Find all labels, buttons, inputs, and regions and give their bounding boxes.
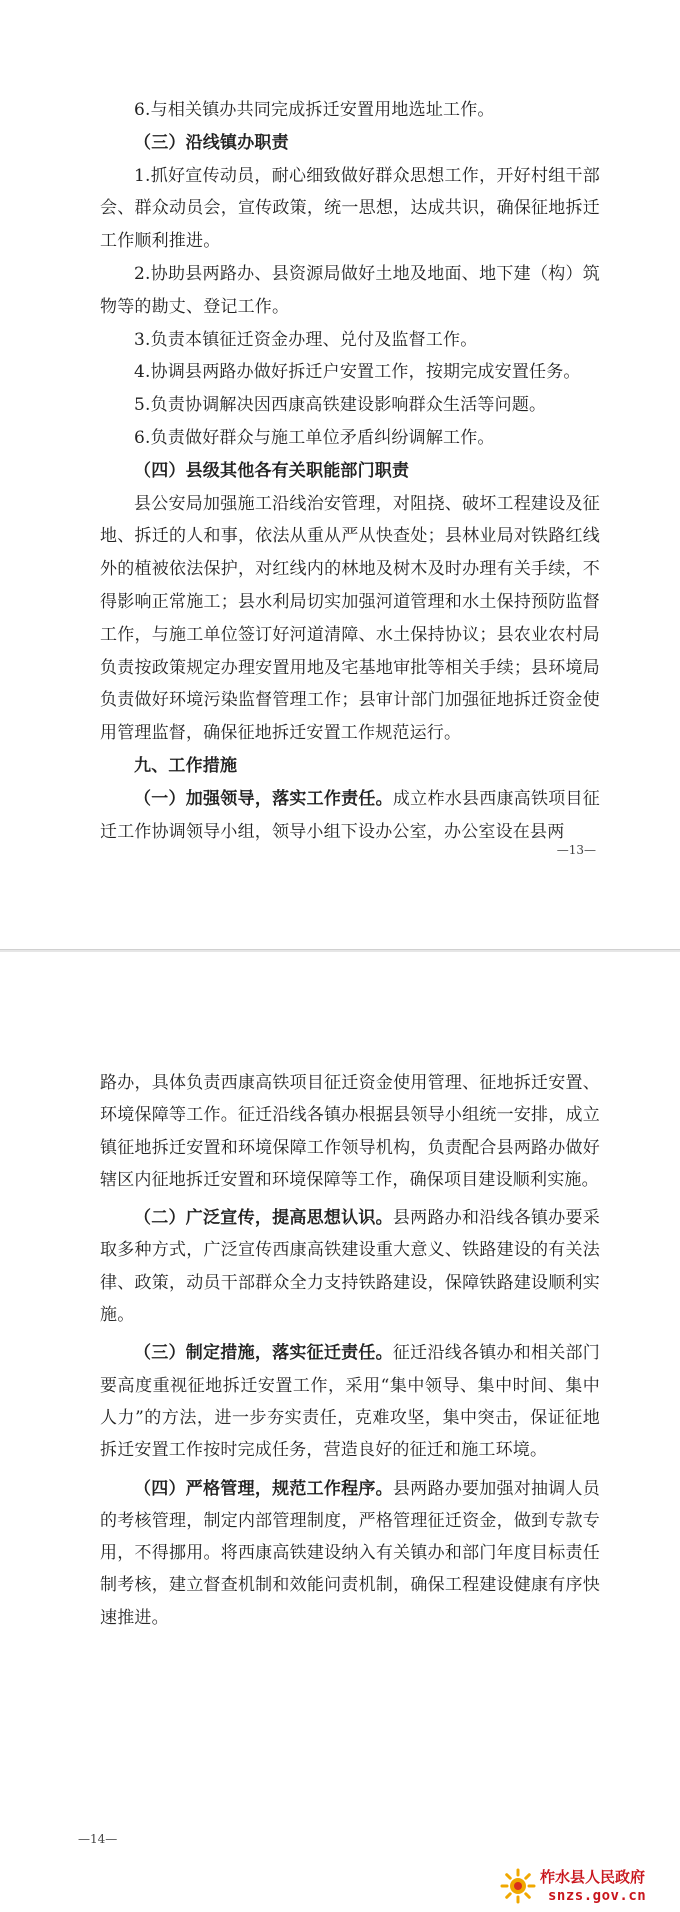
paragraph-text: 县两路办和沿线各镇办要采取多种方式，广泛宣传西康高铁建设重大意义、铁路建设的有关法律、政策，动员干部群众全力支持铁路建设，保障铁路建设顺利实施。	[100, 1208, 600, 1326]
paragraph-lead: （一）加强领导，落实工作责任。	[134, 788, 393, 809]
paragraph-lead: （二）广泛宣传，提高思想认识。	[134, 1208, 393, 1229]
sun-logo-icon	[500, 1868, 536, 1904]
paragraph	[100, 783, 600, 849]
document-page-14	[0, 952, 680, 1912]
paragraph	[100, 1202, 600, 1331]
document-page-13	[0, 0, 680, 950]
page-14-body	[100, 1067, 600, 1634]
paragraph: 2.协助县两路办、县资源局做好土地及地面、地下建（构）筑物等的勘丈、登记工作。	[100, 263, 600, 317]
paragraph: 县公安局加强施工沿线治安管理，对阻挠、破坏工程建设及征地、拆迁的人和事，依法从重从严从快查处；县林业局对铁路红线外的植被依法保护，对红线内的林地及树木及时办理有关手续，不得影响正常施工；县水利局切实加强河道管理和水土保持预防监督工作，与施工单位签订好河道清障、水土保持协议；县农业农村局负责按政策规定办理安置用地及宅基地审批等相关手续；县环境局负责做好环境污染监督管理工作；县审计部门加强征地拆迁资金使用管理监督，确保征地拆迁安置工作规范运行。	[100, 493, 600, 744]
paragraph-text: 征迁沿线各镇办和相关部门要高度重视征地拆迁安置工作，采用“集中领导、集中时间、集中人力”的方法，进一步夯实责任，克难攻坚，集中突击，保证征地拆迁安置工作按时完成任务，营造良好的征迁和施工环境。	[100, 1343, 600, 1461]
page-number: —14—	[78, 1832, 118, 1846]
site-name: 柞水县人民政府	[540, 1868, 646, 1886]
paragraph	[100, 1337, 600, 1466]
paragraph	[100, 1473, 600, 1634]
page-number: —13—	[556, 843, 596, 857]
chapter-heading: 九、工作措施	[134, 755, 238, 776]
paragraph: 4.协调县两路办做好拆迁户安置工作，按期完成安置任务。	[134, 362, 581, 383]
paragraph-text: 成立柞水县西康高铁项目征迁工作协调领导小组，领导小组下设办公室，办公室设在县两	[100, 788, 600, 842]
section-heading: （三）沿线镇办职责	[134, 132, 289, 153]
paragraph-text: 县两路办要加强对抽调人员的考核管理，制定内部管理制度，严格管理征迁资金，做到专款专用，不得挪用。将西康高铁建设纳入有关镇办和部门年度目标责任制考核，建立督查机制和效能问责机制，确保工程建设健康有序快速推进。	[100, 1478, 600, 1628]
paragraph-lead: （三）制定措施，落实征迁责任。	[134, 1343, 393, 1364]
paragraph: 1.抓好宣传动员，耐心细致做好群众思想工作，开好村组干部会、群众动员会，宣传政策，统一思想，达成共识，确保征地拆迁工作顺利推进。	[100, 165, 600, 252]
paragraph: 5.负责协调解决因西康高铁建设影响群众生活等问题。	[134, 395, 547, 416]
paragraph-lead: （四）严格管理，规范工作程序。	[134, 1478, 393, 1499]
section-heading: （四）县级其他各有关职能部门职责	[134, 460, 410, 481]
page-13-body	[100, 94, 600, 848]
paragraph: 6.负责做好群众与施工单位矛盾纠纷调解工作。	[134, 427, 495, 448]
paragraph: 6.与相关镇办共同完成拆迁安置用地选址工作。	[134, 100, 495, 120]
paragraph: 3.负责本镇征迁资金办理、兑付及监督工作。	[134, 329, 478, 350]
paragraph: 路办，具体负责西康高铁项目征迁资金使用管理、征地拆迁安置、环境保障等工作。征迁沿线各镇办根据县领导小组统一安排，成立镇征地拆迁安置和环境保障工作领导机构，负责配合县两路办做好辖区内征地拆迁安置和环境保障等工作，确保项目建设顺利实施。	[100, 1073, 600, 1190]
site-url[interactable]: snzs.gov.cn	[548, 1888, 647, 1904]
site-watermark[interactable]	[500, 1864, 676, 1908]
